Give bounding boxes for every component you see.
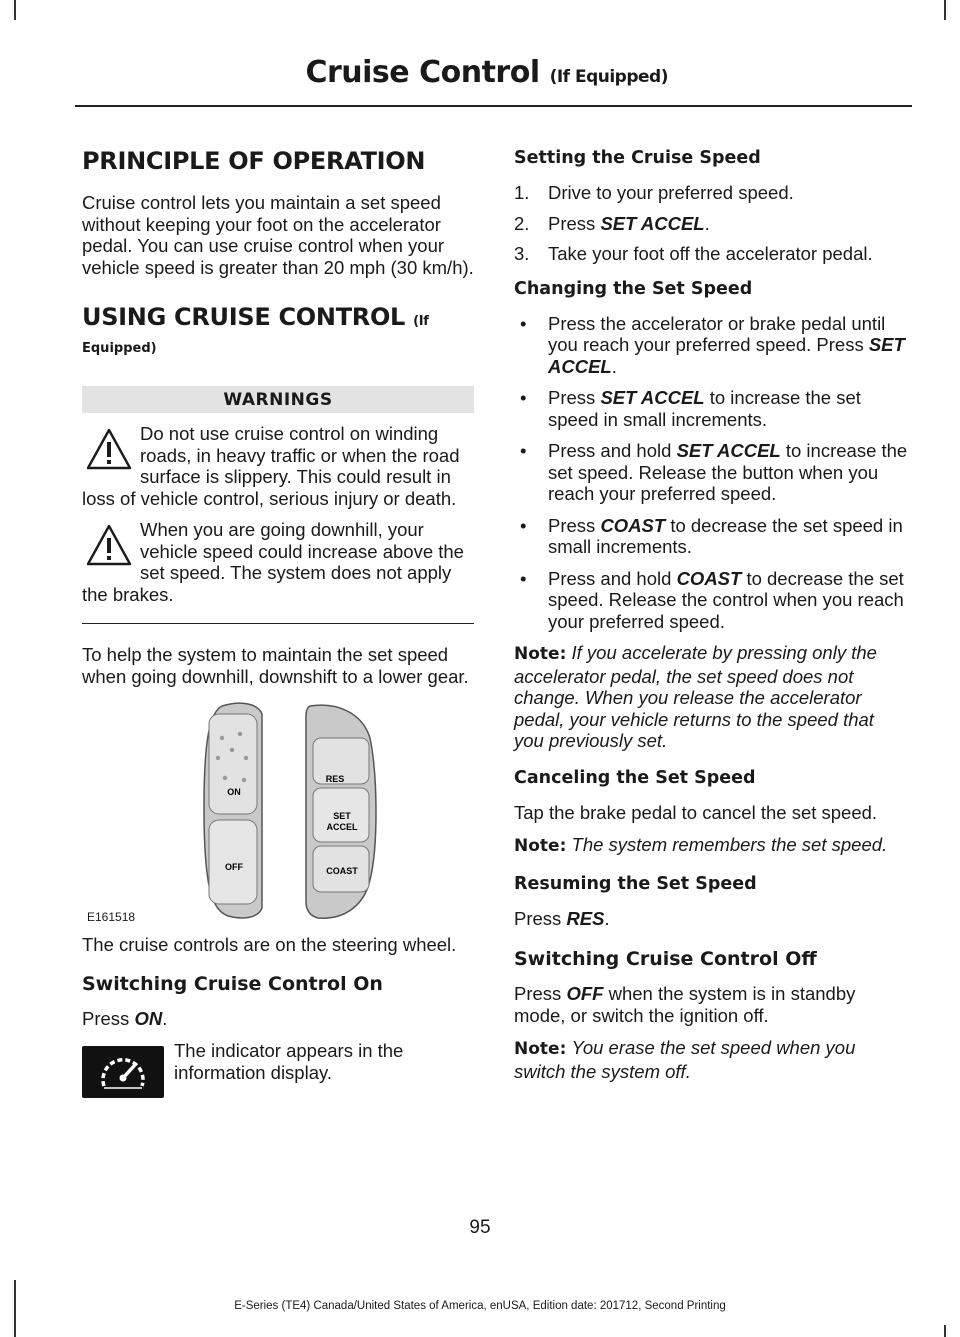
header-suffix: (If Equipped) [549,67,668,87]
note-text: You erase the set speed when you switch the system off. [514,1037,856,1082]
figure-code: E161518 [87,910,136,924]
header-title: Cruise Control [305,55,540,90]
bullet-text-end: to decrease the set speed. Release the control when you reach your preferred speed. [548,567,904,632]
list-item: • Press the accelerator or brake pedal until you reach your preferred speed. Press SET ACCEL. [520,312,905,377]
cruise-controls-figure [82,698,474,924]
note-remembers [514,834,908,858]
principle-heading: PRINCIPLE OF OPERATION [82,147,426,175]
bullet-text-end: to increase the set speed in small increments. [548,387,861,430]
accel-key-label: ACCEL [326,822,358,832]
list-item [514,213,908,235]
note-erase [514,1037,908,1082]
list-item [514,243,908,265]
warning-text: Do not use cruise control on winding roads, in heavy traffic or when the road surface is slippery. This could result in loss of vehicle control, serious injury or death. [82,423,460,509]
downhill-text: To help the system to maintain the set speed when going downhill, downshift to a lower gear. [82,644,469,687]
res-key-label: RES [325,774,345,784]
changing-bullets [514,313,908,633]
cruise-control-indicator-icon [82,1046,164,1098]
set-accel-key: SET ACCEL [600,387,705,408]
setting-steps [514,182,908,265]
off-heading: Switching Cruise Control Off [514,948,817,970]
press-word: Press [82,1007,130,1029]
list-item: • Press and hold COAST to decrease the set speed. Release the control when you reach your preferred speed. [520,567,904,632]
press-res-line [514,908,908,930]
list-item: • Press COAST to decrease the set speed in small increments. [520,514,903,557]
indicator-text: The indicator appears in the information display. [174,1040,404,1083]
off-text: when the system is in standby mode, or switch the ignition off. [514,983,856,1026]
step-number: 2. [514,212,530,234]
canceling-text: Tap the brake pedal to cancel the set speed. [514,801,878,823]
step-text: Press [548,212,596,234]
bullet-text: Press and hold [548,567,672,589]
bullet-text-end: to increase the set speed. Release the button when you reach your preferred speed. [548,440,908,504]
crop-mark [14,0,16,20]
using-heading [82,302,474,337]
bullet-text: Press [548,387,596,408]
warning-item [82,423,474,509]
warning-triangle-icon [86,427,132,471]
on-heading: Switching Cruise Control On [82,972,383,995]
set-accel-key: SET ACCEL [600,212,705,234]
note-text: The system remembers the set speed. [571,834,888,855]
crop-mark [944,0,946,20]
press-off-line [514,983,908,1026]
note-label: Note: [514,644,567,664]
coast-key: COAST [676,567,742,589]
coast-key-label: COAST [326,866,358,876]
list-item [514,182,908,204]
footer-text: E-Series (TE4) Canada/United States of America, enUSA, Edition date: 201712, Second Printing [234,1300,726,1312]
bullet-text: Press the accelerator or brake pedal until you reach your preferred speed. Press [548,312,886,355]
coast-key: COAST [600,514,666,536]
bullet-text-end: . [611,355,617,377]
off-key: OFF [566,983,604,1004]
step-number: 3. [514,243,530,264]
using-heading-suffix2: Equipped) [82,341,157,356]
page-number: 95 [469,1217,491,1238]
set-key-label: SET [333,811,351,821]
list-item: • Press and hold SET ACCEL to increase the set speed. Release the button when you reach your preferred speed. [520,440,908,504]
header-rule [75,105,912,107]
set-accel-key: SET ACCEL [548,334,905,377]
bullet-text: Press [548,514,596,536]
warning-text: When you are going downhill, your vehicle speed could increase above the set speed. The system does not apply the brakes. [82,519,464,605]
changing-heading: Changing the Set Speed [514,278,753,299]
note-accelerate [514,642,908,752]
step-text-end: . [704,212,710,234]
press-on-line: Press ON. [82,1007,168,1029]
list-item: • Press SET ACCEL to increase the set speed in small increments. [520,387,861,430]
using-heading-text: USING CRUISE CONTROL [82,303,406,331]
note-label: Note: [514,836,567,856]
controls-text: The cruise controls are on the steering wheel. [82,934,457,955]
press-word: Press [514,907,562,929]
res-key: RES [566,907,605,929]
set-accel-key: SET ACCEL [676,440,781,461]
setting-heading: Setting the Cruise Speed [514,148,761,168]
press-word: Press [514,983,562,1004]
using-heading-suffix: (If [413,314,429,329]
on-key: ON [134,1007,163,1029]
step-number: 1. [514,182,530,203]
step-text: Drive to your preferred speed. [548,182,794,203]
res-line-end: . [604,907,610,929]
bullet-text: Press and hold [548,440,672,461]
warnings-box [82,386,474,624]
off-key-label: OFF [225,862,243,872]
right-column [514,140,908,1093]
canceling-heading: Canceling the Set Speed [514,767,756,788]
bullet-text-end: to decrease the set speed in small increments. [548,514,903,557]
indicator-row [82,1040,474,1098]
resuming-heading: Resuming the Set Speed [514,873,757,894]
warning-triangle-icon [86,523,132,567]
warnings-heading: WARNINGS [82,386,474,413]
note-text: If you accelerate by pressing only the accelerator pedal, the set speed does not change. When you release the accelerator pedal, your vehicle returns to the speed that you previously set. [514,642,877,751]
left-column [82,140,474,1098]
crop-mark [944,1325,946,1337]
page-header [305,55,668,90]
step-text: Take your foot off the accelerator pedal. [548,243,873,264]
principle-text: Cruise control lets you maintain a set speed without keeping your foot on the accelerator pedal. You can use cruise control when your vehicle speed is greater than 20 mph (30 km/h). [82,192,474,278]
steering-wheel-controls-image [82,698,474,924]
on-key-label: ON [227,787,241,797]
warning-item [82,519,474,605]
note-label: Note: [514,1039,567,1059]
